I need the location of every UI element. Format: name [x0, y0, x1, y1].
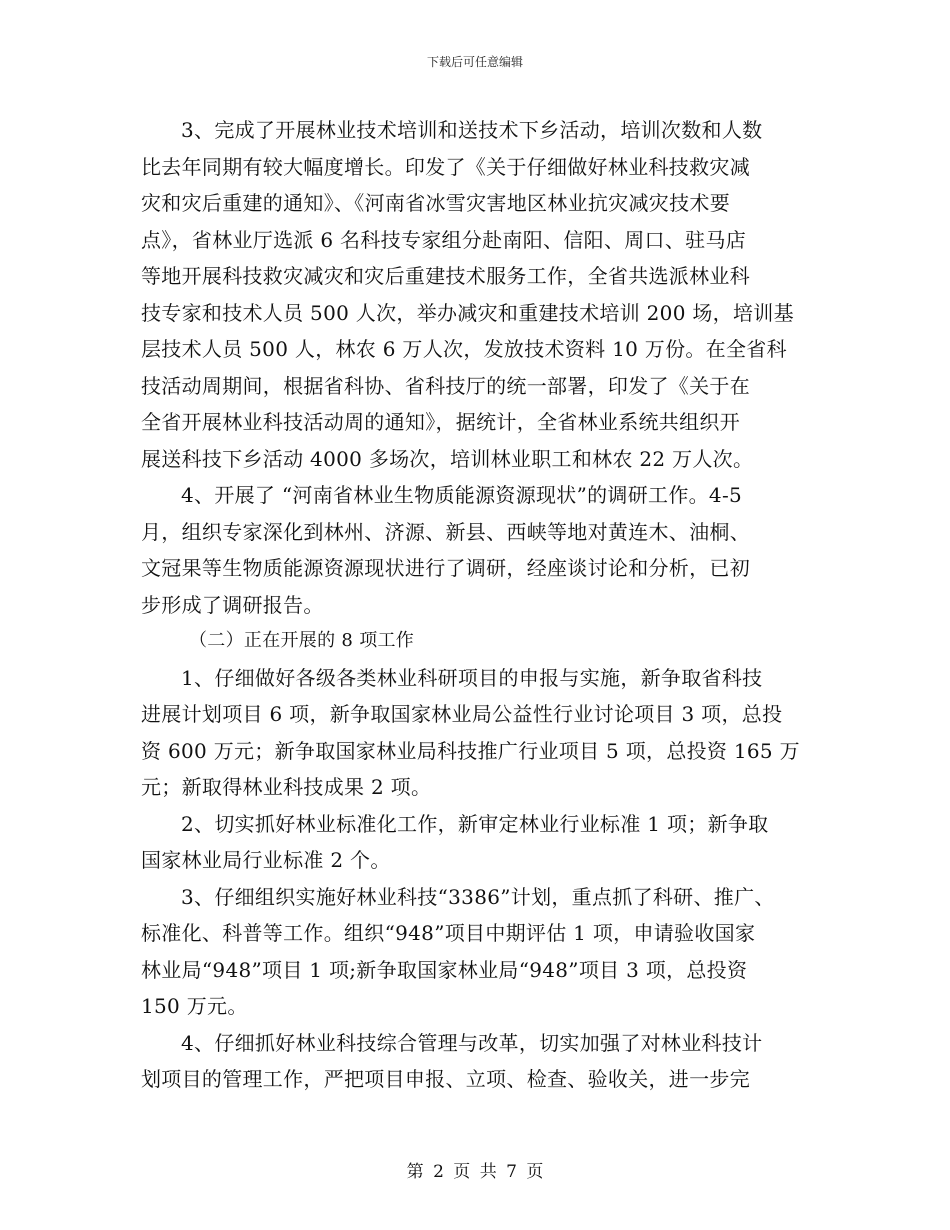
paragraph	[141, 879, 821, 1025]
text-line: 层技术人员 500 人，林农 6 万人次，发放技术资料 10 万份。在全省科	[141, 337, 787, 361]
text-line: 技专家和技术人员 500 人次，举办减灾和重建技术培训 200 场，培训基	[141, 300, 794, 325]
text-line: 全省开展林业科技活动周的通知》，据统计，全省林业系统共组织开	[141, 410, 740, 434]
page-footer: 第 2 页 共 7 页	[406, 1162, 544, 1182]
paragraph	[141, 477, 821, 623]
text-line: 进展计划项目 6 项，新争取国家林业局公益性行业讨论项目 3 项，总投	[141, 702, 783, 726]
text-line: 展送科技下乡活动 4000 多场次，培训林业职工和林农 22 万人次。	[141, 446, 754, 471]
text-line: 元；新取得林业科技成果 2 项。	[141, 775, 432, 799]
text-line: 2、切实抓好林业标准化工作，新审定林业行业标准 1 项；新争取	[181, 811, 769, 836]
page-header: 下载后可任意编辑	[426, 55, 523, 69]
paragraph	[141, 660, 821, 806]
paragraph	[141, 1025, 821, 1098]
text-line: 文冠果等生物质能源资源现状进行了调研，经座谈讨论和分析，已初	[141, 556, 750, 580]
text-line: 林业局“948”项目 1 项;新争取国家林业局“948”项目 3 项，总投资	[141, 957, 748, 982]
text-line: 3、完成了开展林业技术培训和送技术下乡活动，培训次数和人数	[181, 118, 763, 142]
text-line: 标准化、科普等工作。组织“948”项目中期评估 1 项，申请验收国家	[141, 921, 756, 945]
paragraph	[141, 112, 821, 477]
paragraph	[141, 806, 821, 879]
text-line: 划项目的管理工作，严把项目申报、立项、检查、验收关，进一步完	[141, 1067, 750, 1091]
document-body	[141, 112, 821, 1098]
text-line: 步形成了调研报告。	[141, 592, 324, 617]
text-line: 等地开展科技救灾减灾和灾后重建技术服务工作，全省共选派林业科	[141, 264, 750, 288]
text-line: 150 万元。	[141, 994, 248, 1018]
text-line: 点》，省林业厅选派 6 名科技专家组分赴南阳、信阳、周口、驻马店	[141, 227, 747, 252]
text-line: 1、仔细做好各级各类林业科研项目的申报与实施，新争取省科技	[181, 665, 763, 690]
text-line: 国家林业局行业标准 2 个。	[141, 848, 391, 872]
paragraph	[141, 623, 821, 660]
text-line: 资 600 万元；新争取国家林业局科技推广行业项目 5 项，总投资 165 万	[141, 738, 800, 763]
text-line: 4、仔细抓好林业科技综合管理与改革，切实加强了对林业科技计	[181, 1030, 763, 1055]
text-line: 比去年同期有较大幅度增长。印发了《关于仔细做好林业科技救灾减	[141, 154, 750, 179]
text-line: 灾和灾后重建的通知》、《河南省冰雪灾害地区林业抗灾减灾技术要	[141, 191, 730, 215]
text-line: （二）正在开展的 8 项工作	[189, 630, 415, 651]
text-line: 3、仔细组织实施好林业科技“3386”计划，重点抓了科研、推广、	[181, 884, 775, 909]
text-line: 月，组织专家深化到林州、济源、新县、西峡等地对黄连木、油桐、	[141, 519, 750, 544]
text-line: 技活动周期间，根据省科协、省科技厅的统一部署，印发了《关于在	[141, 373, 750, 398]
text-line: 4、开展了 “河南省林业生物质能源资源现状”的调研工作。4-5	[181, 483, 743, 507]
